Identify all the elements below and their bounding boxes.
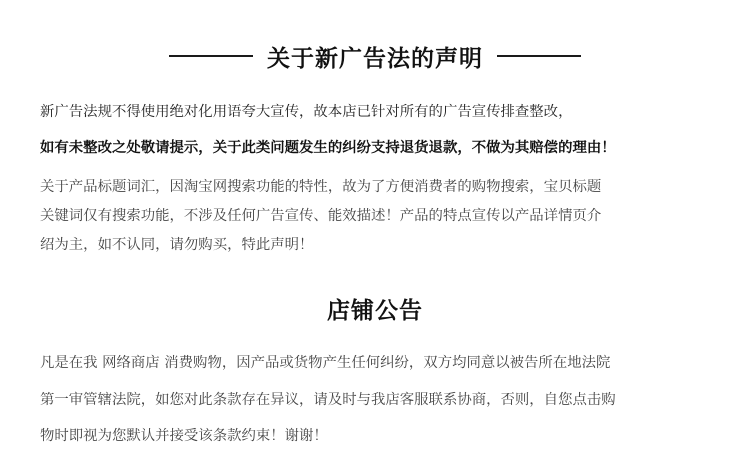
title-right-divider bbox=[497, 55, 581, 57]
declaration-line-3: 关于产品标题词汇，因淘宝网搜索功能的特性，故为了方便消费者的购物搜索，宝贝标题 bbox=[40, 179, 602, 195]
notice-line-1: 凡是在我 网络商店 消费购物，因产品或货物产生任何纠纷，双方均同意以被告所在地法院 bbox=[40, 355, 611, 371]
store-notice-title: 店铺公告 bbox=[327, 298, 423, 324]
declaration-line-1: 新广告法规不得使用绝对化用语夸大宣传，故本店已针对所有的广告宣传排查整改， bbox=[40, 104, 573, 120]
declaration-line-5: 绍为主，如不认同，请勿购买，特此声明！ bbox=[40, 237, 314, 253]
declaration-line-2-emphasis: 如有未整改之处敬请提示，关于此类问题发生的纠纷支持退货退款，不做为其赔偿的理由！ bbox=[40, 140, 616, 156]
declaration-line-4: 关键词仅有搜索功能，不涉及任何广告宣传、能效描述！产品的特点宣传以产品详情页介 bbox=[40, 208, 602, 224]
declaration-title: 关于新广告法的声明 bbox=[267, 45, 483, 72]
declaration-header bbox=[0, 38, 750, 74]
notice-line-3: 物时即视为您默认并接受该条款约束！谢谢！ bbox=[40, 428, 328, 444]
notice-line-2: 第一审管辖法院，如您对此条款存在异议，请及时与我店客服联系协商，否则，自您点击购 bbox=[40, 392, 616, 408]
title-left-divider bbox=[169, 55, 253, 57]
